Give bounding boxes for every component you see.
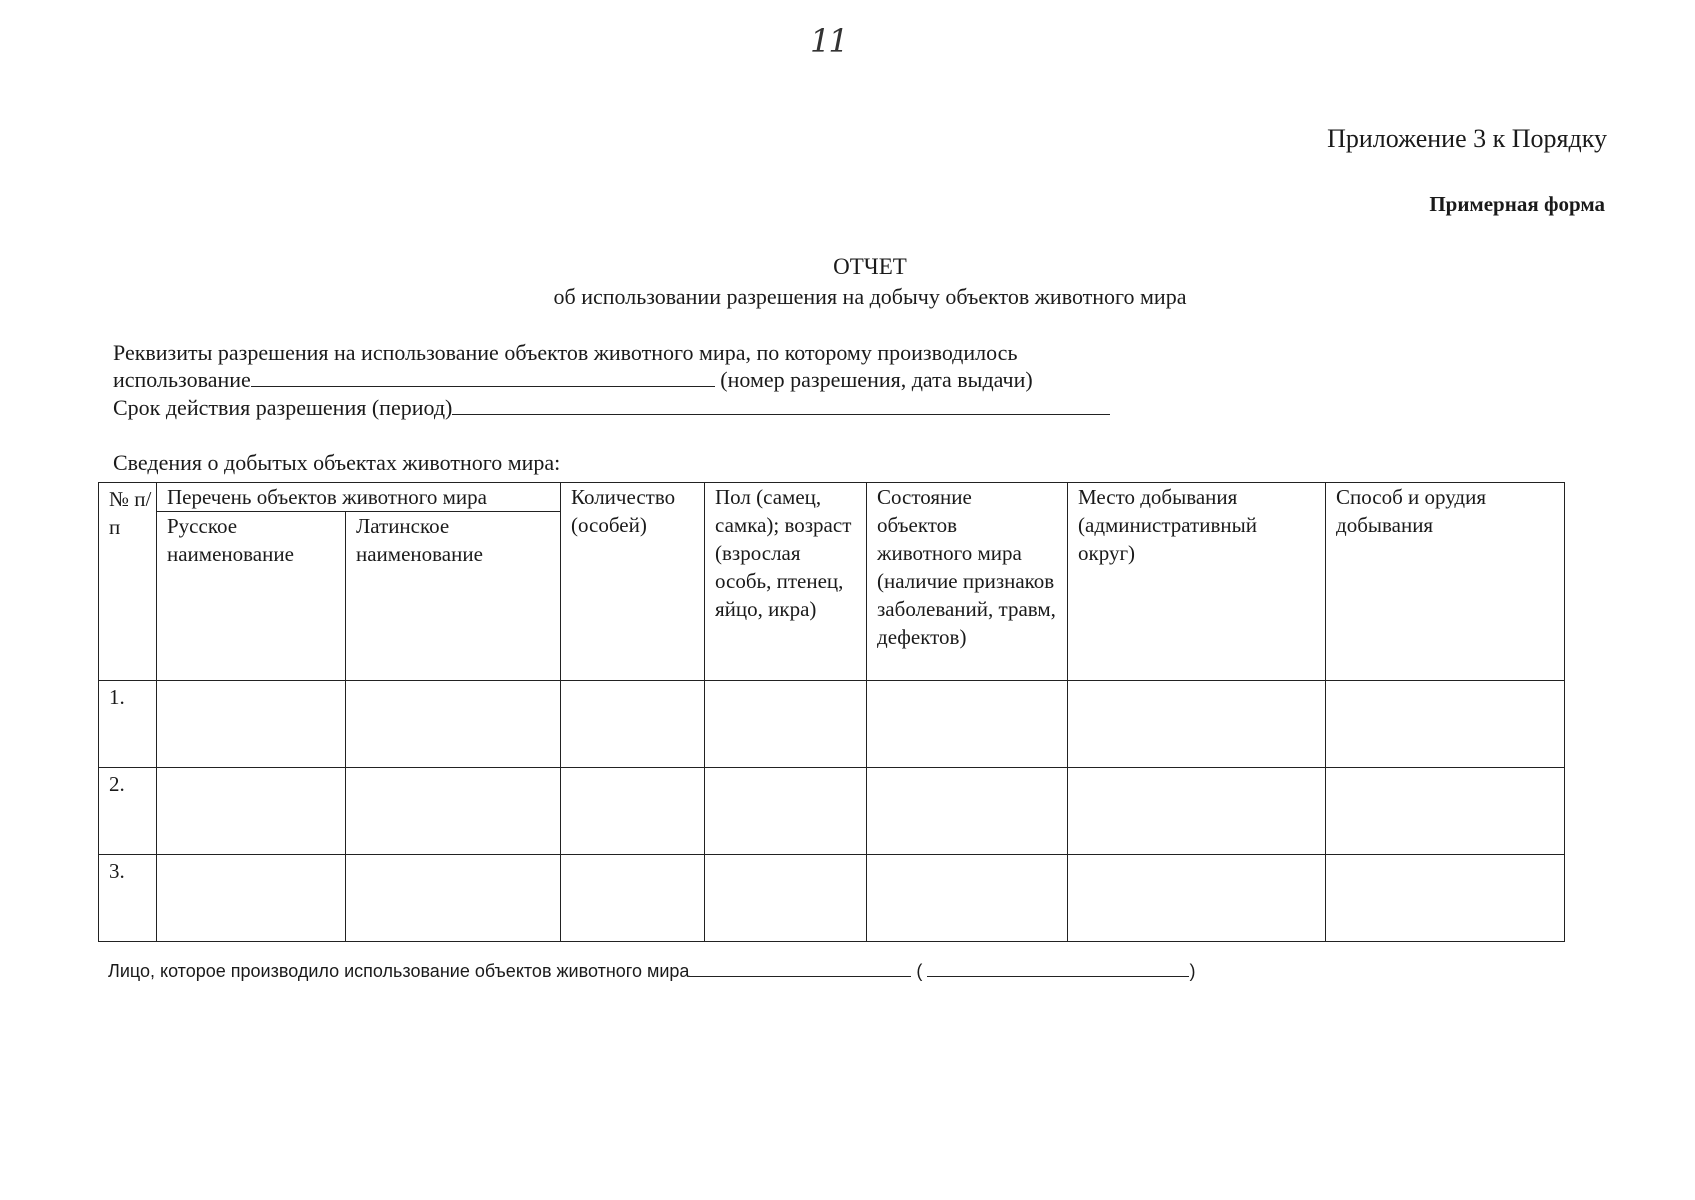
header-latin-name: Латинское наименование bbox=[346, 512, 561, 681]
header-method: Способ и орудия добывания bbox=[1326, 483, 1565, 681]
document-title: ОТЧЕТ bbox=[833, 254, 907, 279]
cell-sex-age[interactable] bbox=[705, 855, 867, 942]
cell-condition[interactable] bbox=[867, 855, 1068, 942]
table-row bbox=[99, 855, 1565, 942]
signature-label: Лицо, которое производило использование объектов животного мира bbox=[108, 961, 690, 981]
requisites-usage-label: использование bbox=[113, 367, 251, 392]
cell-russian-name[interactable] bbox=[157, 855, 346, 942]
cell-place[interactable] bbox=[1068, 681, 1326, 768]
cell-method[interactable] bbox=[1326, 855, 1565, 942]
row-number: 3. bbox=[99, 855, 157, 942]
table-row bbox=[99, 681, 1565, 768]
permit-period-label: Срок действия разрешения (период) bbox=[113, 395, 453, 420]
cell-condition[interactable] bbox=[867, 768, 1068, 855]
header-quantity: Количество (особей) bbox=[561, 483, 705, 681]
page-number-mark: 11 bbox=[810, 22, 847, 60]
table-row bbox=[99, 768, 1565, 855]
appendix-label: Приложение 3 к Порядку bbox=[1327, 124, 1607, 153]
header-num: № п/п bbox=[99, 483, 157, 681]
header-place: Место добывания (административный округ) bbox=[1068, 483, 1326, 681]
cell-method[interactable] bbox=[1326, 681, 1565, 768]
cell-quantity[interactable] bbox=[561, 768, 705, 855]
header-sex-age: Пол (самец, самка); возраст (взрослая особь, птенец, яйцо, икра) bbox=[705, 483, 867, 681]
cell-quantity[interactable] bbox=[561, 855, 705, 942]
header-list-group: Перечень объектов животного мира bbox=[157, 483, 561, 512]
header-russian-name: Русское наименование bbox=[157, 512, 346, 681]
cell-place[interactable] bbox=[1068, 768, 1326, 855]
signature-line bbox=[108, 960, 1195, 982]
header-condition: Состояние объектов животного мира (наличие признаков заболеваний, травм, дефектов) bbox=[867, 483, 1068, 681]
signature-close-paren: ) bbox=[1189, 961, 1196, 981]
document-subtitle: об использовании разрешения на добычу объектов животного мира bbox=[553, 284, 1187, 309]
row-number: 1. bbox=[99, 681, 157, 768]
signature-open-paren: ( bbox=[916, 961, 923, 981]
cell-sex-age[interactable] bbox=[705, 768, 867, 855]
permit-number-blank[interactable] bbox=[251, 368, 715, 387]
animal-objects-table bbox=[98, 482, 1565, 942]
requisites-line-1: Реквизиты разрешения на использование объектов животного мира, по которому производилось bbox=[113, 340, 1018, 365]
cell-russian-name[interactable] bbox=[157, 768, 346, 855]
signature-blank[interactable] bbox=[689, 960, 911, 977]
signature-name-blank[interactable] bbox=[927, 960, 1189, 977]
form-type-label: Примерная форма bbox=[1429, 192, 1605, 216]
requisites-line-3 bbox=[113, 395, 1110, 421]
requisites-line-2 bbox=[113, 367, 1033, 393]
table-header-row bbox=[99, 483, 1565, 512]
permit-number-hint: (номер разрешения, дата выдачи) bbox=[720, 367, 1033, 392]
cell-condition[interactable] bbox=[867, 681, 1068, 768]
cell-russian-name[interactable] bbox=[157, 681, 346, 768]
row-number: 2. bbox=[99, 768, 157, 855]
permit-period-blank[interactable] bbox=[452, 396, 1110, 415]
cell-sex-age[interactable] bbox=[705, 681, 867, 768]
cell-quantity[interactable] bbox=[561, 681, 705, 768]
cell-place[interactable] bbox=[1068, 855, 1326, 942]
cell-latin-name[interactable] bbox=[346, 855, 561, 942]
cell-latin-name[interactable] bbox=[346, 681, 561, 768]
cell-method[interactable] bbox=[1326, 768, 1565, 855]
cell-latin-name[interactable] bbox=[346, 768, 561, 855]
section-title: Сведения о добытых объектах животного мира: bbox=[113, 450, 561, 475]
